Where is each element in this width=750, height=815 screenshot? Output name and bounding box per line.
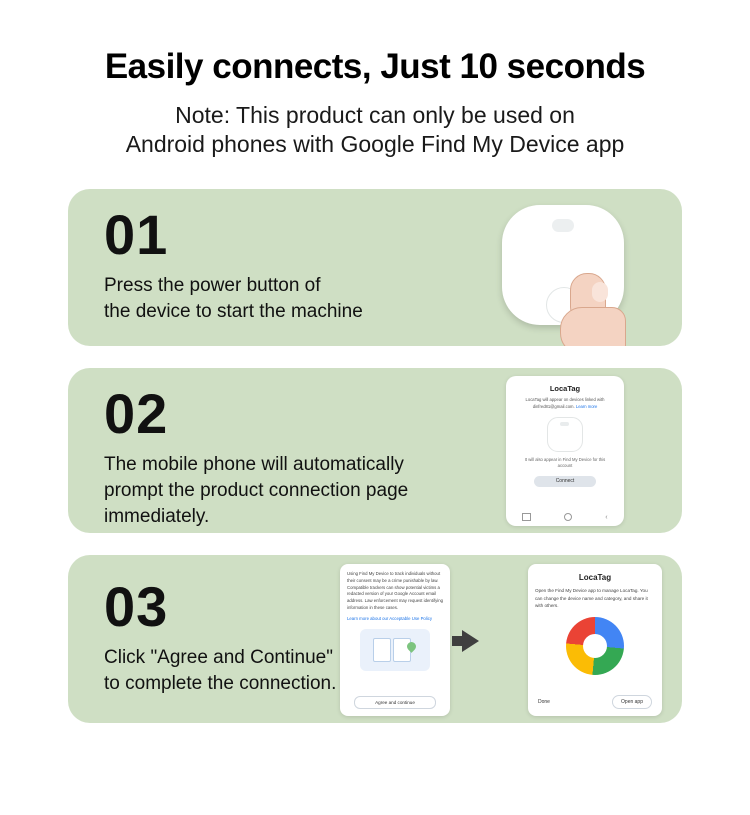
- step-2-desc-line-3: immediately.: [104, 506, 210, 528]
- step-2-desc-line-1: The mobile phone will automatically: [104, 454, 404, 476]
- step-1-illustration: [480, 199, 660, 345]
- page-header: [0, 0, 750, 159]
- agree-and-continue-button[interactable]: Agree and continue: [354, 696, 436, 709]
- arrow-right-icon: [462, 630, 479, 652]
- learn-more-link[interactable]: Learn more: [575, 403, 598, 409]
- page-note-line-1: Note: This product can only be used on: [175, 101, 575, 128]
- manage-card-title: LocaTag: [578, 573, 612, 583]
- step-card-1: [68, 189, 682, 346]
- phone-mockup: [506, 376, 624, 526]
- step-3-desc-line-1: Click "Agree and Continue": [104, 647, 333, 669]
- agree-card: [340, 564, 450, 716]
- agree-card-body: Using Find My Device to track individuals without their consent may be a crime punishable by law. Compatible trackers can show potential victims a redacted version of your Google Account email address. Law enforcement may request identifying information in these cases.: [347, 571, 444, 610]
- page-title: Easily connects, Just 10 seconds: [104, 47, 646, 86]
- step-2-desc-line-2: prompt the product connection page: [104, 480, 409, 502]
- page-note-line-2: Android phones with Google Find My Device app: [125, 130, 625, 157]
- steps-list: [0, 189, 750, 723]
- phone-screen-note: It will also appear in Find My Device for this account: [524, 456, 606, 469]
- step-1-desc-line-1: Press the power button of: [104, 275, 321, 297]
- home-icon[interactable]: [564, 513, 572, 521]
- document-icon-1: [373, 638, 391, 662]
- step-3-number: 03: [104, 575, 169, 639]
- recents-icon[interactable]: [522, 513, 531, 521]
- manage-card-body: Open the Find My Device app to manage LocaTag. You can change the device name and category, and share it with others.: [535, 588, 648, 609]
- finger-hand: [560, 307, 626, 346]
- step-1-desc-line-2: the device to start the machine: [104, 301, 363, 323]
- tracker-keyhole: [552, 219, 574, 232]
- agree-card-illustration: [360, 629, 430, 671]
- phone-screen-title: LocaTag: [549, 384, 581, 394]
- done-button[interactable]: Done: [538, 699, 550, 706]
- page-note: [0, 101, 750, 160]
- manage-card: [528, 564, 662, 716]
- step-3-desc-line-2: to complete the connection.: [104, 673, 337, 695]
- step-2-text: [104, 368, 464, 529]
- step-card-2: [68, 368, 682, 533]
- step-card-3: [68, 555, 682, 723]
- step-3-illustration: [340, 564, 662, 716]
- manage-card-actions: [528, 695, 662, 709]
- phone-nav-bar: [506, 513, 624, 521]
- step-1-number: 01: [104, 203, 169, 267]
- step-2-number: 02: [104, 382, 169, 446]
- back-icon[interactable]: ‹: [605, 513, 608, 521]
- step-1-description: [104, 273, 464, 325]
- acceptable-use-policy-link[interactable]: Learn more about our Acceptable Use Policy: [347, 616, 433, 622]
- find-my-device-logo-icon: [566, 617, 624, 675]
- connect-button[interactable]: Connect: [534, 476, 596, 487]
- finger-nail: [592, 282, 608, 302]
- phone-device-preview-icon: [547, 417, 583, 452]
- open-app-button[interactable]: Open app: [612, 695, 652, 709]
- step-1-text: [104, 189, 464, 325]
- phone-screen-subtitle-text: LocaTag will appear on devices linked with dinfred81@gmail.com.: [525, 397, 605, 409]
- step-2-description: [104, 452, 464, 529]
- phone-screen-subtitle: [514, 397, 616, 410]
- finger-pressing-icon: [558, 273, 628, 346]
